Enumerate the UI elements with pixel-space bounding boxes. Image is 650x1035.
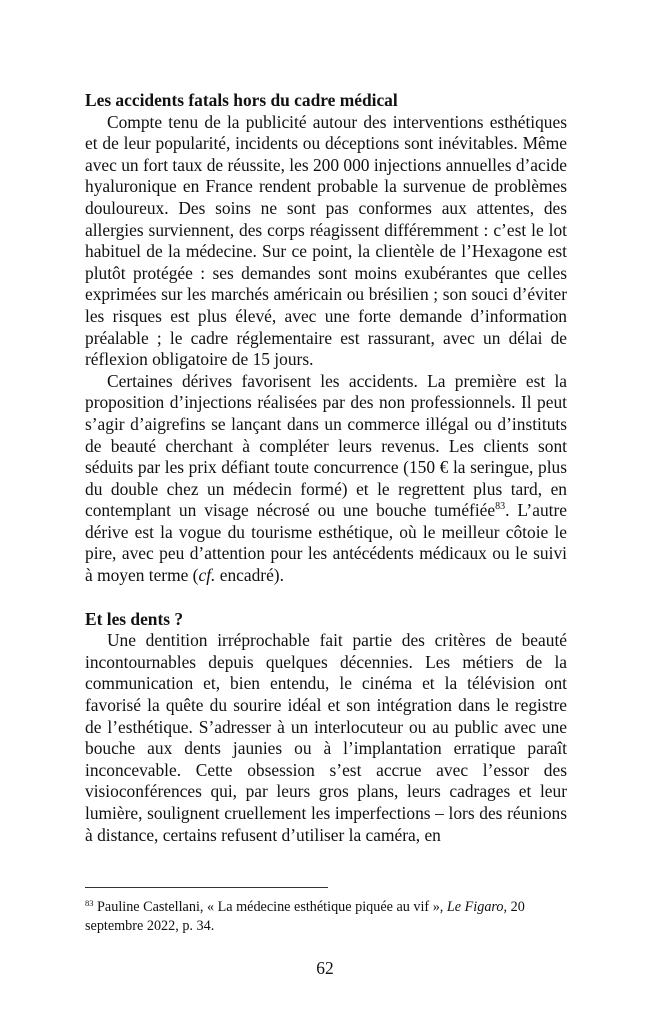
paragraph-text: . L’autre dérive est la vogue du tourisme esthétique, où le meilleur côtoie le pire, avec peu d’attention pour les antécédents médicaux ou le suivi à moyen terme ( (85, 500, 567, 586)
footnote (85, 898, 567, 936)
cf-abbreviation: cf. (198, 565, 216, 586)
page-number: 62 (316, 958, 334, 978)
footnote-text: Pauline Castellani, « La médecine esthétique piquée au vif », (93, 899, 447, 915)
footnote-number: 83 (85, 898, 94, 908)
section-spacer (85, 587, 567, 609)
page-body (85, 90, 567, 846)
section-heading-dents: Et les dents ? (85, 608, 184, 629)
footnote-text-end: , 20 septembre 2022, p. 34. (85, 899, 525, 934)
paragraph-text: encadré). (215, 565, 284, 586)
footnote-divider (85, 887, 328, 888)
section-heading-accidents: Les accidents fatals hors du cadre médical (85, 90, 398, 110)
footnote-source: Le Figaro (446, 899, 504, 915)
paragraph-dents-1: Une dentition irréprochable fait partie des critères de beauté incontournables depuis quelques décennies. Les métiers de la communication et, bien entendu, le cinéma et la télévision ont favorisé la quête du sourire idéal et son intégration dans le registre de l’esthétique. S’adresser à un interlocuteur ou au public avec une bouche aux dents jaunies ou à l’implantation erratique paraît inconcevable. Cette obsession s’est accrue avec l’essor des visioconférences qui, par leurs gros plans, leurs cadrages et leur lumière, soulignent cruellement les imperfections – lors des réunions à distance, certains refusent d’utiliser la caméra, en (85, 630, 567, 845)
paragraph-text: Certaines dérives favorisent les accidents. La première est la proposition d’injections réalisées par des non professionnels. Il peut s’agir d’aigrefins se lançant dans un commerce illégal ou d’instituts de beauté cherchant à compléter leurs revenus. Les clients sont séduits par les prix défiant toute concurrence (150 € la seringue, plus du double chez un médecin formé) et le regrettent plus tard, en contemplant un visage nécrosé ou une bouche tuméfiée (85, 370, 567, 521)
footnote-reference: 83 (495, 501, 506, 513)
paragraph-accidents-1: Compte tenu de la publicité autour des interventions esthétiques et de leur popularité, incidents ou déceptions sont inévitables. Même avec un fort taux de réussite, les 200 000 injections annuelles d’acide hyaluronique en France rendent probable la survenue de problèmes douloureux. Des soins ne sont pas conformes aux attentes, des allergies surviennent, des corps réagissent différemment : c’est le lot habituel de la médecine. Sur ce point, la clientèle de l’Hexagone est plutôt protégée : ses demandes sont moins exubérantes que celles exprimées sur les marchés américain ou brésilien ; son souci d’éviter les risques est plus élevé, avec une forte demande d’information préalable ; le cadre réglementaire est rassurant, avec un délai de réflexion obligatoire de 15 jours. (85, 111, 567, 370)
paragraph-accidents-2 (85, 371, 567, 587)
